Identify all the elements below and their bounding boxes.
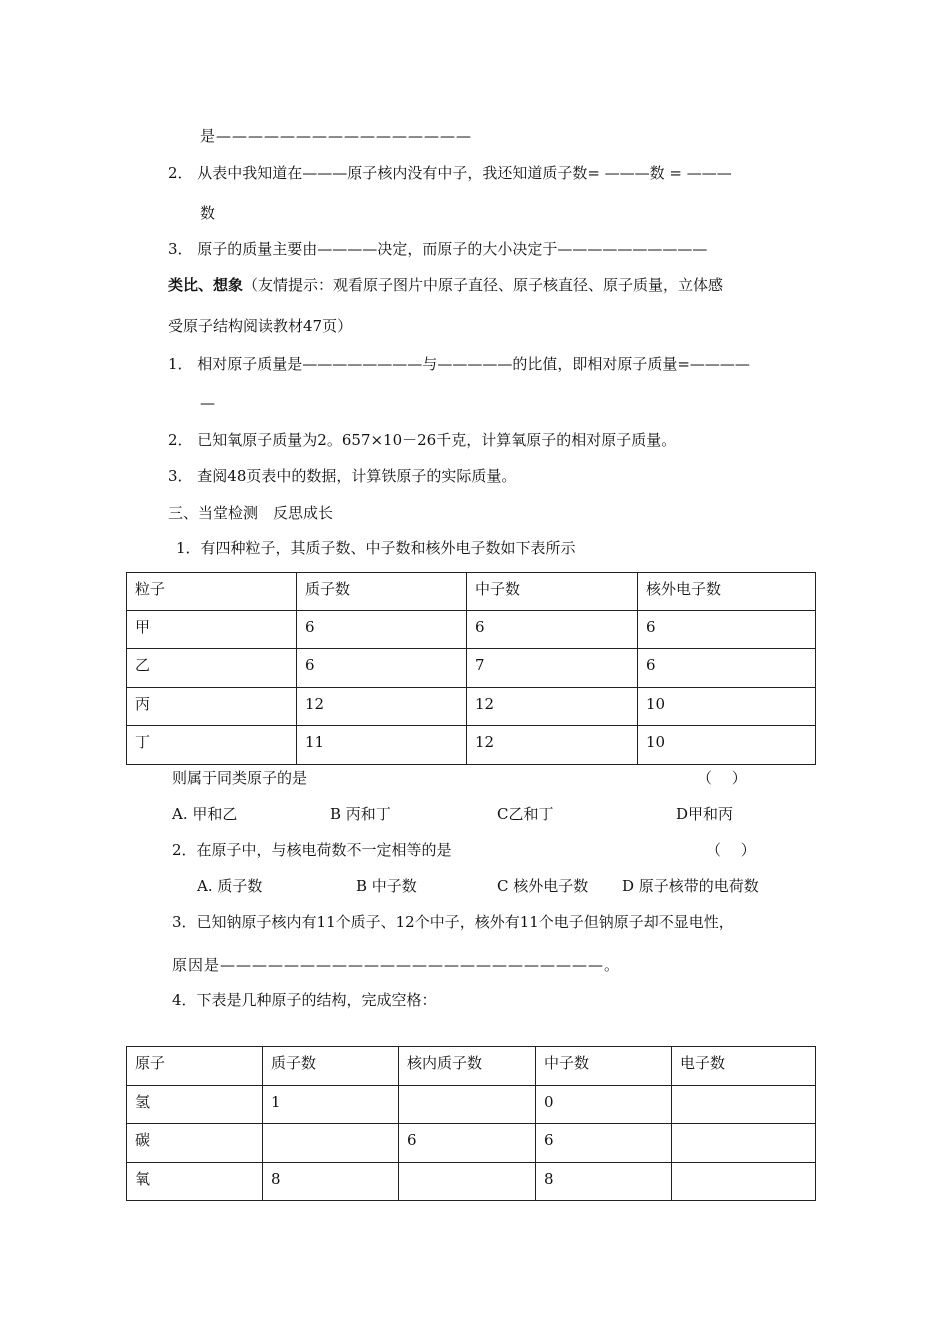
table-row	[127, 688, 816, 726]
table-row	[127, 611, 816, 649]
question-2-option-c: C 核外电子数	[497, 877, 589, 895]
table-header-cell: 核外电子数	[638, 573, 816, 611]
question-4-text: 4．下表是几种原子的结构，完成空格：	[172, 991, 437, 1009]
table-cell: 6	[399, 1124, 536, 1163]
question-2-option-d: D 原子核带的电荷数	[622, 877, 759, 895]
question-1-option-c: C乙和丁	[497, 805, 554, 823]
table-header-cell: 核内质子数	[399, 1047, 536, 1086]
table-cell: 氢	[127, 1086, 263, 1124]
text-line-q3: 3． 原子的质量主要由————决定，而原子的大小决定于——————————	[168, 240, 708, 258]
question-3-text: 3．已知钠原子核内有11个质子、12个中子，核外有11个电子但钠原子却不显电性，	[172, 913, 734, 931]
section-analogy	[168, 275, 723, 295]
table-header-cell: 中子数	[467, 573, 638, 611]
table-cell: 1	[263, 1086, 399, 1124]
question-2-option-b: B 中子数	[356, 877, 417, 895]
table-cell: 乙	[127, 649, 297, 688]
table-header-cell: 质子数	[297, 573, 467, 611]
table-cell: 氧	[127, 1163, 263, 1201]
table-header-cell: 质子数	[263, 1047, 399, 1086]
table-row	[127, 1086, 816, 1124]
question-2-answer-paren: （ ）	[706, 841, 756, 859]
question-2-option-a: A. 质子数	[197, 877, 263, 895]
question-1-option-b: B 丙和丁	[330, 805, 391, 823]
table-cell: 6	[536, 1124, 672, 1163]
table-cell: 甲	[127, 611, 297, 649]
table-cell[interactable]	[672, 1124, 816, 1163]
table-cell: 6	[638, 611, 816, 649]
table-cell: 6	[297, 611, 467, 649]
atom-structure-table	[126, 1046, 816, 1201]
section-analogy-hint: （友情提示：观看原子图片中原子直径、原子核直径、原子质量，立体感	[243, 276, 724, 294]
table-cell[interactable]	[263, 1124, 399, 1163]
table-row	[127, 649, 816, 688]
section-analogy-hint-cont: 受原子结构阅读教材47页）	[168, 317, 353, 335]
table-cell: 11	[297, 726, 467, 765]
table-cell: 碳	[127, 1124, 263, 1163]
particles-table	[126, 572, 816, 765]
table-cell[interactable]	[672, 1163, 816, 1201]
section-analogy-heading: 类比、想象	[168, 276, 244, 294]
table-cell: 10	[638, 688, 816, 726]
table-cell: 12	[297, 688, 467, 726]
table-cell: 丁	[127, 726, 297, 765]
table-cell: 丙	[127, 688, 297, 726]
table-row	[127, 1124, 816, 1163]
question-1-answer-paren: （ ）	[697, 769, 747, 787]
table-row	[127, 1163, 816, 1201]
table-cell[interactable]	[399, 1086, 536, 1124]
text-line-particles-intro: 1．有四种粒子，其质子数、中子数和核外电子数如下表所示	[176, 539, 576, 557]
text-line-fill-blank: 是————————————————	[200, 127, 473, 145]
text-line-iron-mass: 3． 查阅48页表中的数据，计算铁原子的实际质量。	[168, 467, 517, 485]
section-heading-test: 三、当堂检测 反思成长	[168, 504, 334, 522]
table-cell: 7	[467, 649, 638, 688]
table-header-cell: 电子数	[672, 1047, 816, 1086]
table-row	[127, 726, 816, 765]
table-cell: 10	[638, 726, 816, 765]
text-line-relative-mass-cont: —	[200, 394, 215, 412]
table-cell: 12	[467, 688, 638, 726]
text-line-relative-mass: 1． 相对原子质量是————————与—————的比值，即相对原子质量=————	[168, 355, 750, 373]
table-cell[interactable]	[672, 1086, 816, 1124]
table-cell: 6	[638, 649, 816, 688]
table-header-row	[127, 573, 816, 611]
table-cell: 8	[263, 1163, 399, 1201]
table-header-cell: 粒子	[127, 573, 297, 611]
table-cell: 6	[467, 611, 638, 649]
table-cell: 0	[536, 1086, 672, 1124]
table-cell: 6	[297, 649, 467, 688]
table-cell: 8	[536, 1163, 672, 1201]
question-1-option-a: A. 甲和乙	[172, 805, 238, 823]
question-1-option-d: D甲和丙	[676, 805, 734, 823]
table-cell[interactable]	[399, 1163, 536, 1201]
question-2-text: 2．在原子中，与核电荷数不一定相等的是	[172, 841, 452, 859]
text-line-oxygen-mass: 2． 已知氧原子质量为2。657×10－26千克，计算氧原子的相对原子质量。	[168, 431, 677, 449]
text-line-q2-cont: 数	[200, 204, 216, 222]
table-header-cell: 原子	[127, 1047, 263, 1086]
table-header-row	[127, 1047, 816, 1086]
table-header-cell: 中子数	[536, 1047, 672, 1086]
question-3-blank: 原因是————————————————————————。	[172, 956, 621, 974]
question-1-text: 则属于同类原子的是	[172, 769, 308, 787]
table-cell: 12	[467, 726, 638, 765]
text-line-q2: 2． 从表中我知道在———原子核内没有中子，我还知道质子数= ———数 = ———	[168, 164, 732, 182]
